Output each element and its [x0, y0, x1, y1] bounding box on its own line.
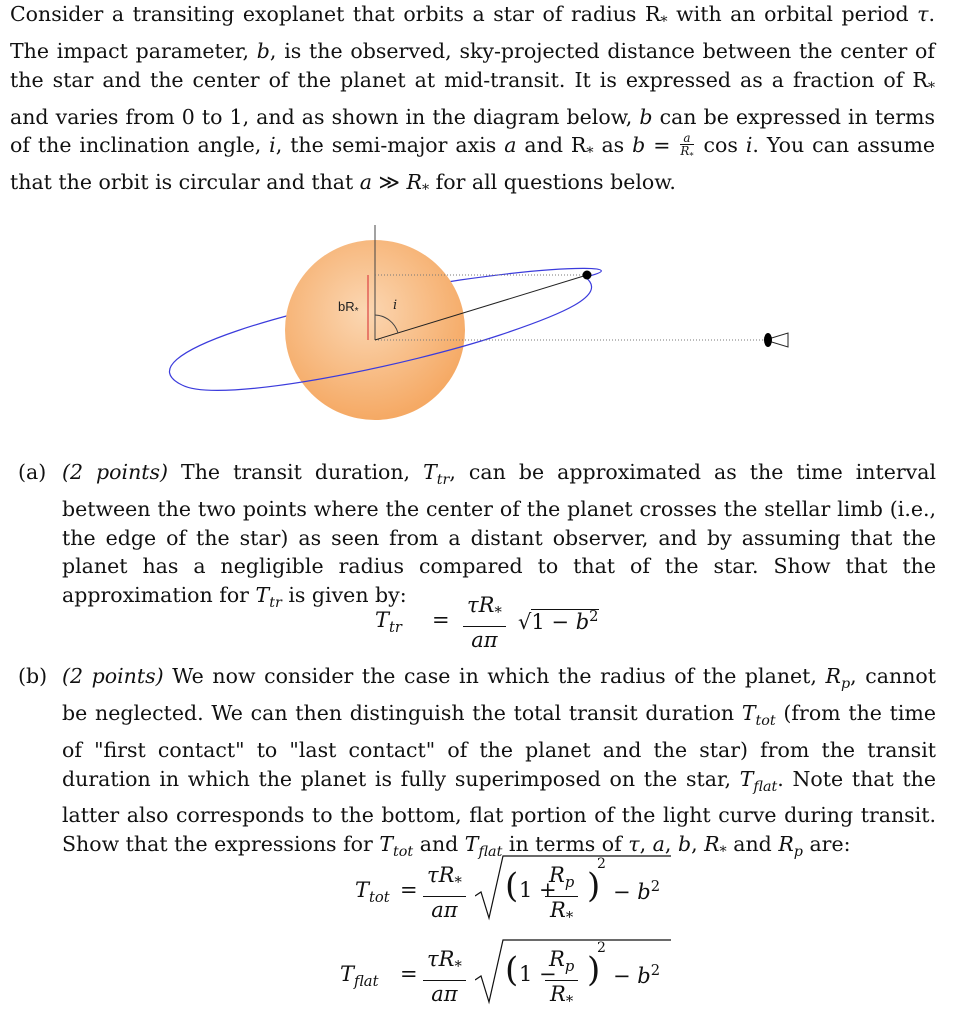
- planet: [583, 271, 592, 280]
- part-a: (a) (2 points) The transit duration, $T_{tr}$, can be approximated as the time interval between the two points where the center of the planet crosses the stellar limb (i.e., the edge of the star) as seen from a distant observer, and by assuming that the planet has a negligible radius compared to that of the star. Show that the approximation for $T_{tr}$ is given by:: [18, 460, 937, 612]
- intro-paragraph: Consider a transiting exoplanet that orbits a star of radius $R_*$ with an orbital period τ. The impact parameter, b, is the observed, sky-projected distance between the center of the star and the center of the planet at mid-transit. It is expressed as a fraction of $R_*$ and varies from 0 to 1, and as shown in the diagram below, b can be expressed in terms of the inclination angle, i, the semi-major axis a and $R_*$ as b = $\frac{a}{R_*}$ cos i. You can assume that the orbit is circular and that a ≫ $R_*$ for all questions below.: [10, 2, 936, 199]
- observer-eye-icon: [764, 333, 788, 347]
- equation-ttot: $T_{tot}$ = $\tau R_*$ aπ ( 1 + $R_p$ $R_*$ ) 2 − $b^2$: [355, 852, 675, 922]
- part-b: (b) (2 points) We now consider the case in which the radius of the planet, $R_p$, cannot be neglected. We can then distinguish the total transit duration $T_{tot}$ (from the time of "first contact" to "last contact" of the planet and the star) from the transit duration in which the planet is fully superimposed on the star, $T_{flat}$. Note that the latter also corresponds to the bottom, flat portion of the light curve during transit. Show that the expressions for $T_{tot}$ and $T_{flat}$ in terms of τ, a, b, $R_*$ and $R_p$ are:: [18, 664, 936, 861]
- equation-ttr: $T_{tr}$ = $\tau R_*$ aπ $√1 - b^2$: [375, 593, 599, 653]
- transit-diagram: [160, 215, 800, 440]
- label-i: i: [393, 298, 398, 313]
- label-bR: $bR_*$: [338, 299, 359, 317]
- equation-tflat: $T_{flat}$ = $\tau R_*$ aπ ( 1 − $R_p$ $R_*$ ) 2 − $b^2$: [340, 936, 670, 1008]
